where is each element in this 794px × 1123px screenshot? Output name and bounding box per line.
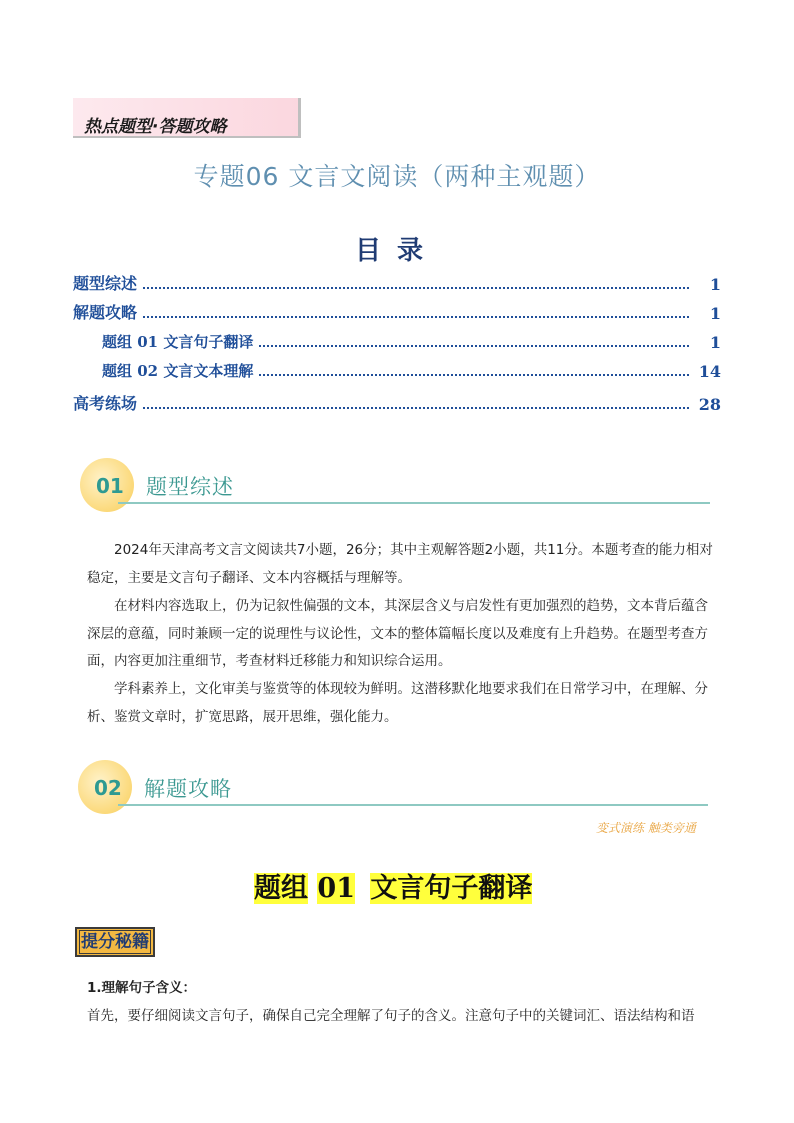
section-number: 01 bbox=[96, 474, 124, 498]
toc-entry-label: 题组 02 文言文本理解 bbox=[102, 362, 254, 380]
group-prefix: 题组 bbox=[254, 873, 308, 904]
section-tagline: 变式演练 触类旁通 bbox=[596, 821, 696, 835]
toc-entry-label: 题型综述 bbox=[73, 274, 138, 293]
section-title: 题型综述 bbox=[146, 475, 234, 499]
tips-label: 提分秘籍 bbox=[81, 932, 149, 952]
overview-paragraph: 2024年天津高考文言文阅读共7小题，26分；其中主观解答题2小题，共11分。本题考查的能力相对稳定，主要是文言句子翻译、文本内容概括与理解等。 bbox=[87, 542, 713, 586]
tip-heading: 1.理解句子含义： bbox=[87, 980, 197, 996]
overview-paragraph: 学科素养上，文化审美与鉴赏等的体现较为鲜明。这潜移默化地要求我们在日常学习中，在理解、分析、鉴赏文章时，扩宽思路，展开思维，强化能力。 bbox=[87, 681, 708, 725]
toc-entry[interactable] bbox=[73, 268, 721, 294]
toc-entry-page: 1 bbox=[709, 275, 721, 294]
section-number: 02 bbox=[94, 776, 122, 800]
toc-leader bbox=[143, 316, 689, 318]
section-divider bbox=[118, 502, 710, 504]
tip-body: 首先，要仔细阅读文言句子，确保自己完全理解了句子的含义。注意句子中的关键词汇、语法结构和语 bbox=[87, 1008, 695, 1024]
toc-entry-page: 1 bbox=[709, 304, 721, 323]
section-divider bbox=[118, 804, 708, 806]
toc-leader bbox=[259, 345, 689, 347]
overview-paragraph: 在材料内容选取上，仍为记叙性偏强的文本，其深层含义与启发性有更加强烈的趋势，文本背后蕴含深层的意蕴，同时兼顾一定的说理性与议论性，文本的整体篇幅长度以及难度有上升趋势。在题型考查方面，内容更加注重细节，考查材料迁移能力和知识综合运用。 bbox=[87, 598, 708, 669]
toc-title: 目录 bbox=[354, 236, 439, 266]
toc-entry-page: 1 bbox=[709, 333, 721, 352]
group-number: 01 bbox=[317, 873, 355, 904]
toc-entry[interactable] bbox=[102, 326, 721, 352]
document-title: 专题06 文言文阅读（两种主观题） bbox=[193, 162, 601, 191]
toc-leader bbox=[143, 287, 689, 289]
toc-leader bbox=[259, 374, 688, 376]
hot-topic-label: 热点题型·答题攻略 bbox=[84, 117, 227, 137]
toc-entry[interactable] bbox=[73, 388, 721, 414]
toc-entry[interactable] bbox=[102, 355, 721, 381]
toc-entry[interactable] bbox=[73, 297, 721, 323]
toc-entry-page: 28 bbox=[698, 395, 721, 414]
toc-entry-page: 14 bbox=[698, 362, 721, 381]
group-title-text: 文言句子翻译 bbox=[370, 873, 533, 904]
group-heading bbox=[254, 866, 532, 905]
toc-entry-label: 高考练场 bbox=[73, 394, 138, 413]
section-title: 解题攻略 bbox=[144, 777, 232, 801]
toc-leader bbox=[143, 407, 689, 409]
toc-entry-label: 题组 01 文言句子翻译 bbox=[102, 333, 254, 351]
toc-entry-label: 解题攻略 bbox=[73, 303, 138, 322]
